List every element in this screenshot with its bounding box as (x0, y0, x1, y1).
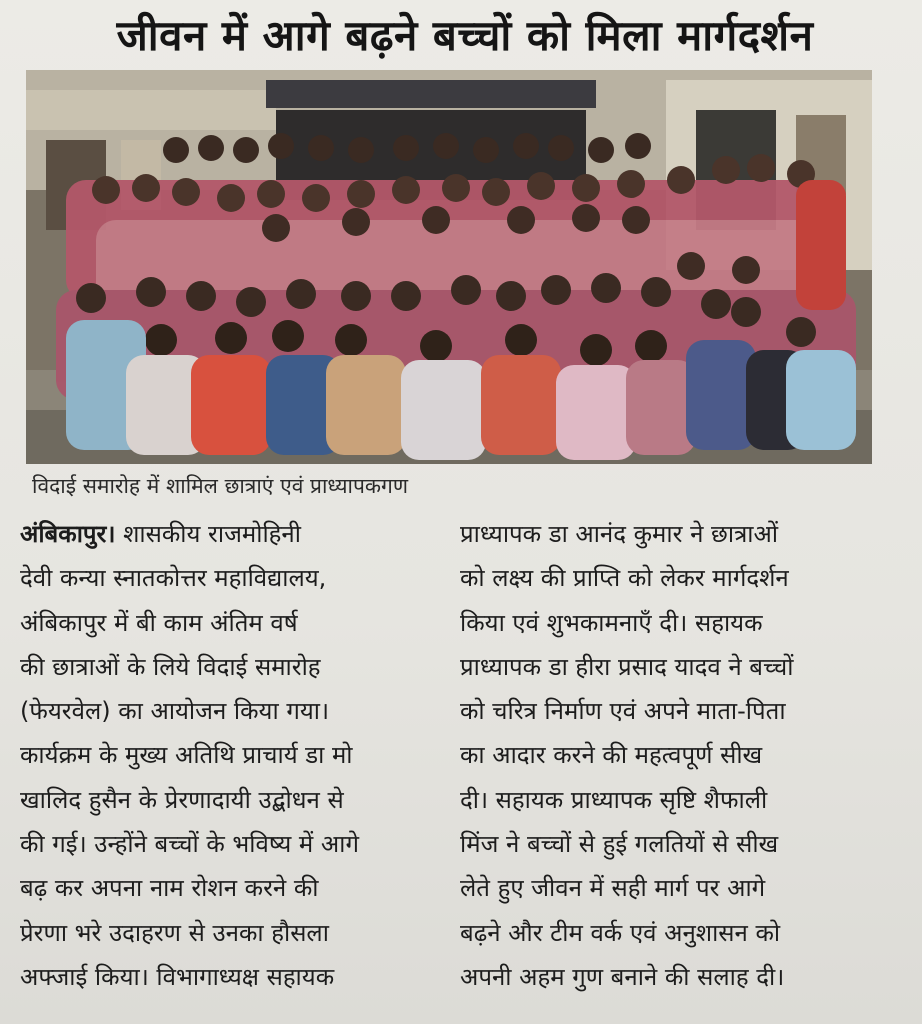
article-line: (फेयरवेल) का आयोजन किया गया। (20, 697, 330, 726)
dateline: अंबिकापुर। (20, 520, 116, 548)
article-column-left (20, 512, 440, 999)
article-line: बढ़ने और टीम वर्क एवं अनुशासन को (460, 918, 781, 947)
article-line: की छात्राओं के लिये विदाई समारोह (20, 652, 321, 681)
article-line: बढ़ कर अपना नाम रोशन करने की (20, 874, 319, 903)
photo-caption: विदाई समारोह में शामिल छात्राएं एवं प्राध्यापकगण (32, 474, 409, 498)
article-line: प्रेरणा भरे उदाहरण से उनका हौसला (20, 918, 329, 947)
group-photo (26, 70, 872, 464)
article-line: को चरित्र निर्माण एवं अपने माता-पिता (460, 697, 786, 726)
article-line: मिंज ने बच्चों से हुई गलतियों से सीख (460, 830, 779, 859)
article-line: कार्यक्रम के मुख्य अतिथि प्राचार्य डा मो (20, 741, 353, 770)
article-line: प्राध्यापक डा आनंद कुमार ने छात्राओं (460, 520, 779, 548)
article-line (20, 512, 440, 556)
article-line: अंबिकापुर में बी काम अंतिम वर्ष (20, 608, 298, 637)
article-line: खालिद हुसैन के प्रेरणादायी उद्बोधन से (20, 785, 344, 814)
article-line: अफ्जाई किया। विभागाध्यक्ष सहायक (20, 962, 335, 991)
headline: जीवन में आगे बढ़ने बच्चों को मिला मार्गदर्शन (116, 11, 814, 60)
article-line: दी। सहायक प्राध्यापक सृष्टि शैफाली (460, 785, 768, 814)
article-column-right (460, 512, 880, 999)
article-line: लेते हुए जीवन में सही मार्ग पर आगे (460, 874, 766, 903)
article-line: किया एवं शुभकामनाएँ दी। सहायक (460, 608, 763, 637)
article-line: को लक्ष्य की प्राप्ति को लेकर मार्गदर्शन (460, 564, 789, 593)
article-line: देवी कन्या स्नातकोत्तर महाविद्यालय, (20, 564, 327, 593)
article-line: प्राध्यापक डा हीरा प्रसाद यादव ने बच्चों (460, 652, 794, 681)
article-line: की गई। उन्होंने बच्चों के भविष्य में आगे (20, 830, 359, 859)
article-line: अपनी अहम गुण बनाने की सलाह दी। (460, 962, 785, 991)
group-photo-illustration (26, 70, 872, 464)
article-line: का आदार करने की महत्वपूर्ण सीख (460, 741, 763, 770)
article-line-text: शासकीय राजमोहिनी (115, 520, 301, 548)
